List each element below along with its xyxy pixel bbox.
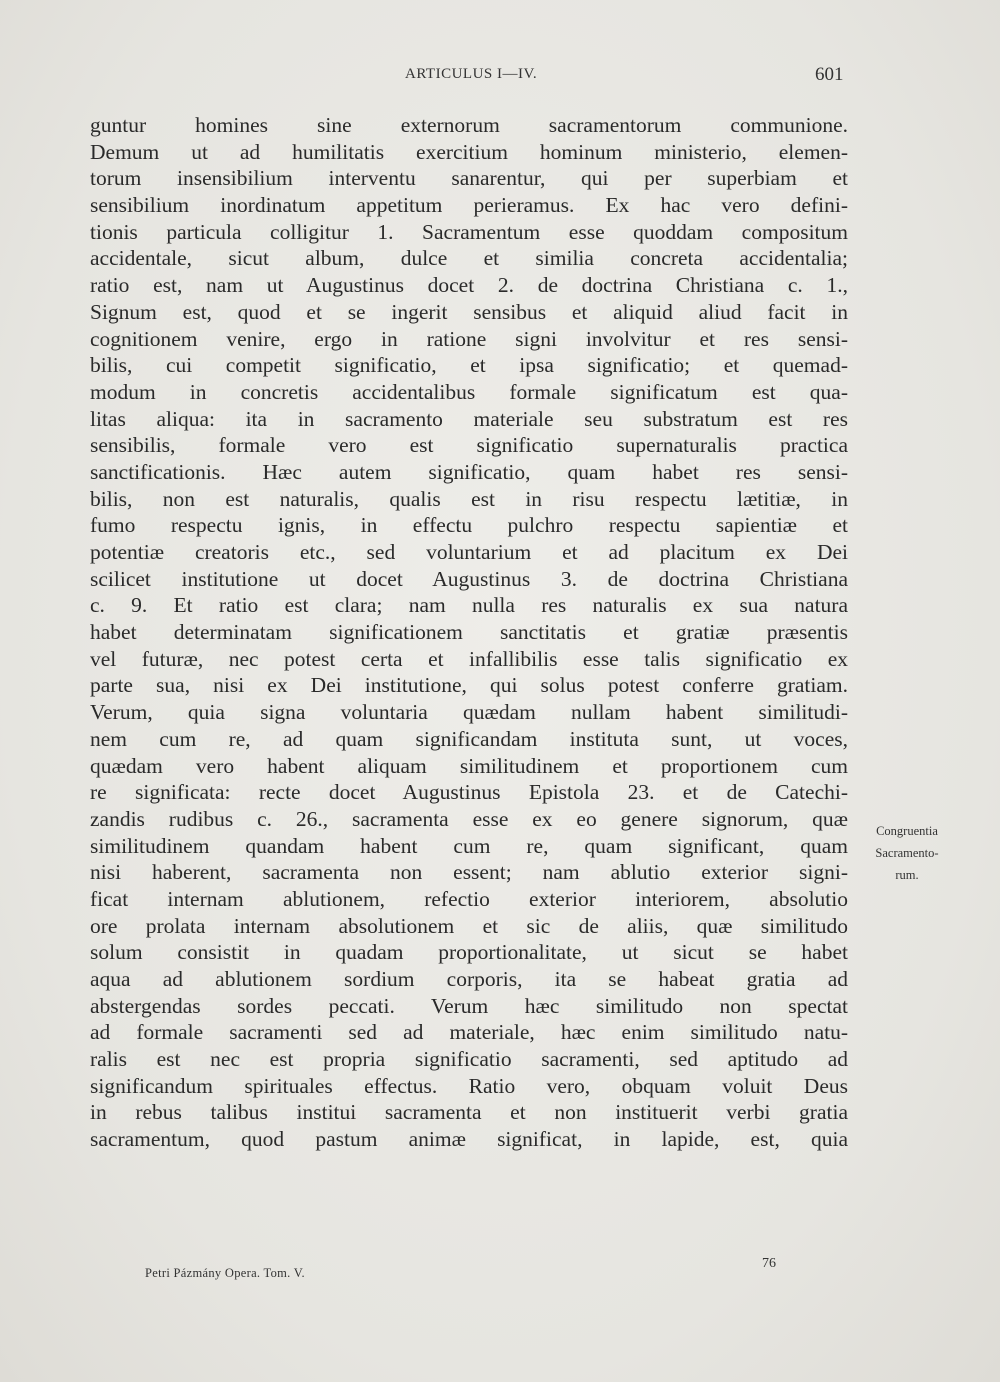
text-line: cognitionem venire, ergo in ratione signi involvitur et res sensi- bbox=[90, 326, 848, 351]
text-line: litas aliqua: ita in sacramento materiale seu substratum est res bbox=[90, 406, 848, 431]
text-line: significandum spirituales effectus. Ratio vero, obquam voluit Deus bbox=[90, 1073, 848, 1098]
text-line: habet determinatam significationem sanctitatis et gratiæ præsentis bbox=[90, 620, 848, 645]
text-line: zandis rudibus c. 26., sacramenta esse ex eo genere signorum, quæ bbox=[90, 806, 848, 831]
text-line: guntur homines sine externorum sacramentorum communione. bbox=[90, 113, 848, 137]
text-line: abstergendas sordes peccati. Verum hæc similitudo non spectat bbox=[90, 993, 848, 1018]
text-line: c. 9. Et ratio est clara; nam nulla res naturalis ex sua natura bbox=[90, 593, 848, 618]
margin-note-line: rum. bbox=[895, 868, 919, 882]
running-title: ARTICULUS I—IV. bbox=[405, 66, 538, 82]
text-line: fumo respectu ignis, in effectu pulchro respectu sapientiæ et bbox=[90, 513, 848, 538]
text-line: Demum ut ad humilitatis exercitium hominum ministerio, elemen- bbox=[90, 139, 848, 164]
text-line: parte sua, nisi ex Dei institutione, qui solus potest conferre gratiam. bbox=[90, 673, 848, 698]
text-line: re significata: recte docet Augustinus Epistola 23. et de Catechi- bbox=[90, 780, 848, 805]
text-line: in rebus talibus institui sacramenta et non instituerit verbi gratia bbox=[90, 1100, 848, 1125]
text-line: sacramentum, quod pastum animæ significat, in lapide, est, quia bbox=[90, 1127, 848, 1152]
text-line: solum consistit in quadam proportionalitate, ut sicut se habet bbox=[90, 940, 848, 965]
text-line: similitudinem quandam habent cum re, quam significant, quam bbox=[90, 833, 848, 858]
text-line: bilis, cui competit significatio, et ipsa significatio; et quemad- bbox=[90, 353, 848, 378]
text-line: ralis est nec est propria significatio sacramenti, sed aptitudo ad bbox=[90, 1047, 848, 1072]
text-line: scilicet institutione ut docet Augustinus 3. de doctrina Christiana bbox=[90, 566, 848, 591]
margin-note bbox=[852, 820, 962, 886]
text-line: potentiæ creatoris etc., sed voluntarium et ad placitum ex Dei bbox=[90, 540, 848, 564]
text-line: ratio est, nam ut Augustinus docet 2. de doctrina Christiana c. 1., bbox=[90, 273, 848, 298]
text-line: ad formale sacramenti sed ad materiale, hæc enim similitudo natu- bbox=[90, 1020, 848, 1045]
body-text bbox=[90, 112, 848, 1153]
text-line: sensibilium inordinatum appetitum perieramus. Ex hac vero defini- bbox=[90, 193, 848, 218]
text-line: torum insensibilium interventu sanarentur, qui per superbiam et bbox=[90, 166, 848, 191]
text-line: nem cum re, ad quam significandam instituta sunt, ut voces, bbox=[90, 726, 848, 751]
text-line: aqua ad ablutionem sordium corporis, ita se habeat gratia ad bbox=[90, 967, 848, 991]
text-line: modum in concretis accidentalibus formale significatum est qua- bbox=[90, 379, 848, 404]
footer-signature: 76 bbox=[762, 1256, 776, 1271]
margin-note-line: Sacramento- bbox=[875, 846, 939, 860]
text-line: Verum, quia signa voluntaria quædam nullam habent similitudi- bbox=[90, 700, 848, 725]
text-line: quædam vero habent aliquam similitudinem et proportionem cum bbox=[90, 753, 848, 778]
text-line: sanctificationis. Hæc autem significatio, quam habet res sensi- bbox=[90, 459, 848, 484]
footer-source: Petri Pázmány Opera. Tom. V. bbox=[145, 1266, 305, 1280]
text-line: ficat internam ablutionem, refectio exterior interiorem, absolutio bbox=[90, 886, 848, 911]
text-line: nisi haberent, sacramenta non essent; nam ablutio exterior signi- bbox=[90, 860, 848, 885]
text-line: vel futuræ, nec potest certa et infallibilis esse talis significatio ex bbox=[90, 646, 848, 671]
text-line: tionis particula colligitur 1. Sacramentum esse quoddam compositum bbox=[90, 219, 848, 244]
page-number: 601 bbox=[815, 64, 844, 85]
running-head bbox=[0, 66, 1000, 90]
margin-note-line: Congruentia bbox=[876, 824, 938, 838]
text-line: sensibilis, formale vero est significatio supernaturalis practica bbox=[90, 433, 848, 458]
text-line: Signum est, quod et se ingerit sensibus et aliquid aliud facit in bbox=[90, 299, 848, 324]
text-line: ore prolata internam absolutionem et sic de aliis, quæ similitudo bbox=[90, 913, 848, 938]
text-line: bilis, non est naturalis, qualis est in risu respectu lætitiæ, in bbox=[90, 486, 848, 511]
text-line: accidentale, sicut album, dulce et similia concreta accidentalia; bbox=[90, 246, 848, 271]
